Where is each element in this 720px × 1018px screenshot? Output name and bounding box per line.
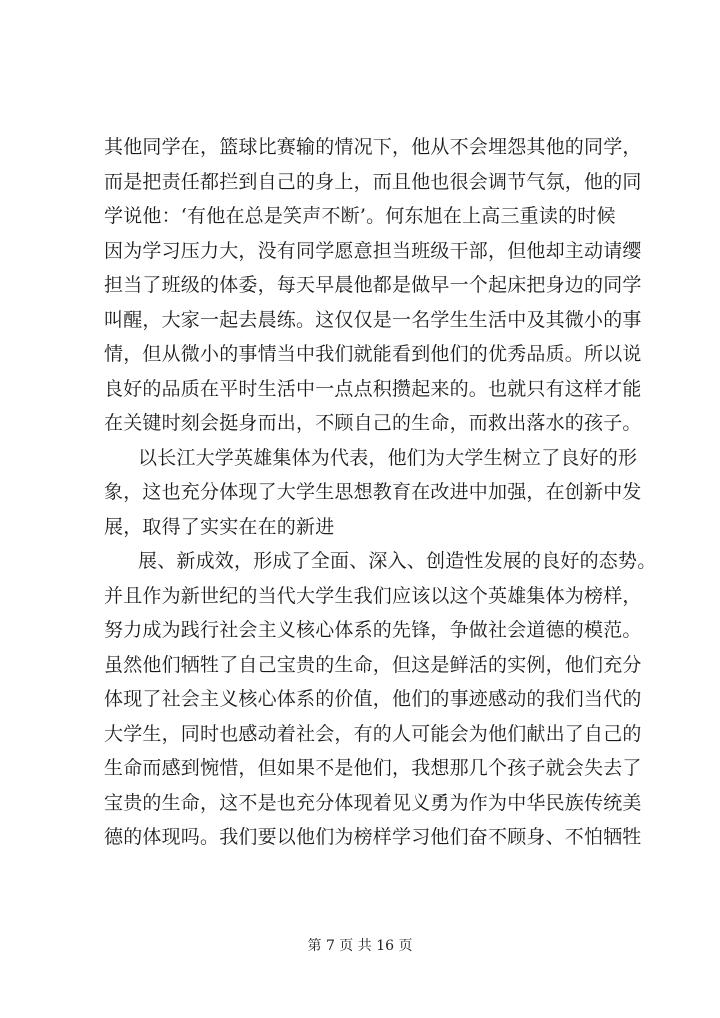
text-line: 因为学习压力大，没有同学愿意担当班级干部，但他却主动请缨 (104, 239, 642, 262)
text-line-indented: 以长江大学英雄集体为代表，他们为大学生树立了良好的形 (138, 446, 638, 469)
page-number-label: 第 7 页 共 16 页 (307, 938, 413, 954)
text-line: 担当了班级的体委，每天早晨他都是做早一个起床把身边的同学 (104, 274, 642, 296)
text-line: 大学生，同时也感动着社会，有的人可能会为他们献出了自己的 (104, 722, 642, 745)
text-line: 生命而感到惋惜，但如果不是他们，我想那几个孩子就会失去了 (104, 757, 642, 779)
text-line: 而是把责任都拦到自己的身上，而且他也很会调节气氛，他的同 (104, 170, 642, 193)
text-line: 学说他：‘有他在总是笑声不断’。何东旭在上高三重读的时候 (104, 205, 616, 227)
text-line: 象，这也充分体现了大学生思想教育在改进中加强，在创新中发 (104, 481, 642, 503)
text-line: 虽然他们牺牲了自己宝贵的生命，但这是鲜活的实例，他们充分 (104, 653, 642, 676)
text-line: 并且作为新世纪的当代大学生我们应该以这个英雄集体为榜样， (104, 584, 642, 607)
text-line: 良好的品质在平时生活中一点点积攒起来的。也就只有这样才能 (104, 377, 642, 400)
text-line: 其他同学在，篮球比赛输的情况下，他从不会埋怨其他的同学， (104, 136, 642, 158)
text-line: 叫醒，大家一起去晨练。这仅仅是一名学生生活中及其微小的事 (104, 308, 642, 331)
text-line: 宝贵的生命，这不是也充分体现着见义勇为作为中华民族传统美 (104, 791, 642, 814)
paragraph-2 (104, 441, 642, 545)
text-line-indented: 展、新成效，形成了全面、深入、创造性发展的良好的态势。 (138, 550, 657, 572)
text-line: 情，但从微小的事情当中我们就能看到他们的优秀品质。所以说 (104, 343, 642, 365)
paragraph-1 (104, 130, 642, 441)
body-text (104, 130, 657, 855)
page-footer (0, 936, 720, 956)
text-line: 在关键时刻会挺身而出，不顾自己的生命，而救出落水的孩子。 (104, 412, 642, 434)
paragraph-3 (104, 544, 657, 855)
text-line: 德的体现吗。我们要以他们为榜样学习他们奋不顾身、不怕牺牲 (104, 826, 642, 848)
text-line: 努力成为践行社会主义核心体系的先锋，争做社会道德的模范。 (104, 619, 642, 641)
text-line: 展，取得了实实在在的新进 (104, 515, 335, 538)
text-line: 体现了社会主义核心体系的价值，他们的事迹感动的我们当代的 (104, 688, 642, 710)
